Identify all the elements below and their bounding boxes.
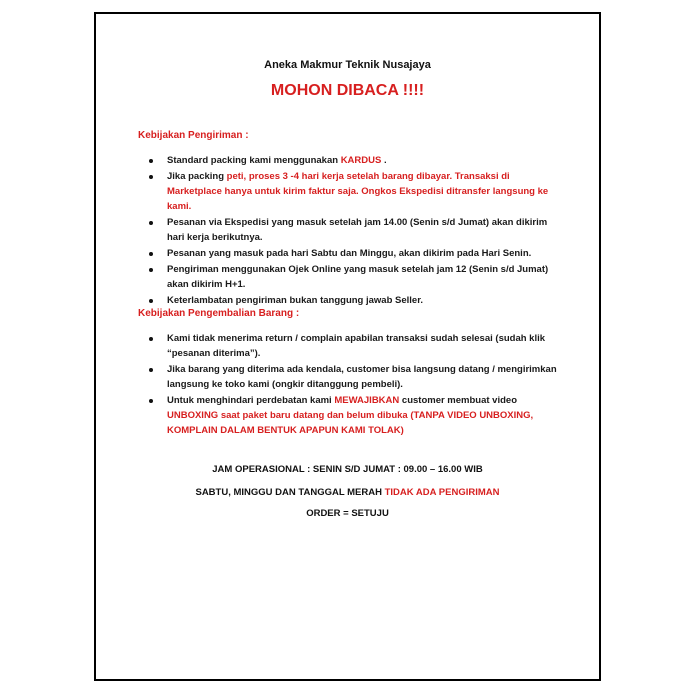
bullet-text: Jika barang yang diterima ada kendala, customer bisa langsung datang / mengirimkan langsung ke toko kami (ongkir ditanggung pembeli).: [167, 364, 557, 390]
bullet-dot-icon: [149, 337, 153, 341]
bullet-text: Jika packing: [167, 171, 227, 182]
bullet-dot-icon: [149, 399, 153, 403]
bullet-text: Keterlambatan pengiriman bukan tanggung jawab Seller.: [167, 295, 424, 306]
bullet-dot-icon: [149, 252, 153, 256]
operating-hours: JAM OPERASIONAL : SENIN S/D JUMAT : 09.00 – 16.00 WIB: [212, 464, 483, 475]
bullet-item: [146, 362, 561, 392]
bullet-dot-icon: [149, 159, 153, 163]
bullet-text: Pesanan yang masuk pada hari Sabtu dan Minggu, akan dikirim pada Hari Senin.: [167, 248, 532, 259]
bullet-dot-icon: [149, 268, 153, 272]
bullet-item: [146, 393, 561, 438]
highlight-text: peti, proses 3 -4 hari kerja setelah barang dibayar. Transaksi di Marketplace hanya untuk kirim faktur saja. Ongkos Ekspedisi ditransfer langsung ke kami.: [167, 171, 549, 212]
order-note: ORDER = SETUJU: [306, 508, 389, 519]
bullet-text: Pesanan via Ekspedisi yang masuk setelah jam 14.00 (Senin s/d Jumat) akan dikirim hari kerja berikutnya.: [167, 217, 548, 243]
bullet-text: Kami tidak menerima return / complain apabilan transaksi sudah selesai (sudah klik “pesanan diterima”).: [167, 333, 546, 359]
shipping-policy-title: Kebijakan Pengiriman :: [138, 130, 249, 141]
bullet-item: [146, 262, 561, 292]
company-name: Aneka Makmur Teknik Nusajaya: [264, 59, 431, 71]
bullet-item: [146, 331, 561, 361]
weekend-notice-highlight: TIDAK ADA PENGIRIMAN: [384, 487, 500, 498]
bullet-text: .: [381, 155, 387, 166]
bullet-text: Pengiriman menggunakan Ojek Online yang masuk setelah jam 12 (Senin s/d Jumat) akan dikirim H+1.: [167, 264, 549, 290]
bullet-item: [146, 293, 561, 308]
bullet-item: [146, 215, 561, 245]
headline: MOHON DIBACA !!!!: [270, 82, 425, 99]
return-policy-list: [146, 331, 561, 439]
bullet-item: [146, 246, 561, 261]
bullet-text: Standard packing kami menggunakan: [167, 155, 341, 166]
bullet-dot-icon: [149, 221, 153, 225]
return-policy-title: Kebijakan Pengembalian Barang :: [138, 308, 300, 319]
bullet-item: [146, 153, 561, 168]
weekend-notice: [96, 487, 599, 498]
notice-page: [94, 12, 601, 681]
weekend-notice-text: SABTU, MINGGU DAN TANGGAL MERAH: [195, 487, 385, 498]
highlight-text: MEWAJIBKAN: [334, 395, 400, 406]
bullet-dot-icon: [149, 368, 153, 372]
highlight-text: KARDUS: [340, 155, 382, 166]
bullet-text: customer membuat video: [399, 395, 517, 406]
bullet-text: Untuk menghindari perdebatan kami: [167, 395, 335, 406]
bullet-item: [146, 169, 561, 214]
bullet-dot-icon: [149, 299, 153, 303]
bullet-dot-icon: [149, 175, 153, 179]
highlight-text: UNBOXING saat paket baru datang dan belum dibuka (TANPA VIDEO UNBOXING, KOMPLAIN DALAM BENTUK APAPUN KAMI TOLAK): [167, 410, 534, 436]
shipping-policy-list: [146, 153, 561, 309]
